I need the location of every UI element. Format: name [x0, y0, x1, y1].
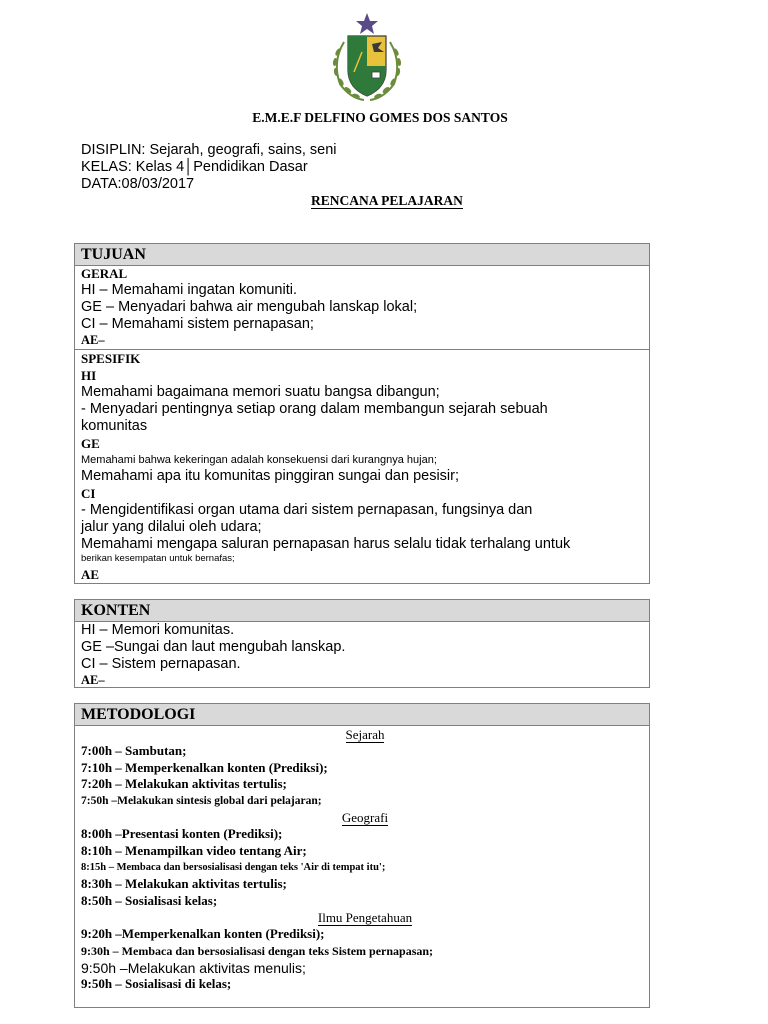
spesifik-section: [75, 349, 649, 585]
ci-item-small: berikan kesempatan untuk bernafas;: [81, 553, 235, 564]
ge-item: Memahami apa itu komunitas pinggiran sungai dan pesisir;: [81, 468, 460, 484]
konten-header: KONTEN: [75, 600, 649, 622]
metodologi-header: METODOLOGI: [75, 704, 649, 726]
konten-box: [74, 599, 650, 688]
hi-item: - Menyadari pentingnya setiap orang dalam membangun sejarah sebuah: [81, 401, 548, 417]
class-line: KELAS: Kelas 4│Pendidikan Dasar: [81, 159, 308, 175]
konten-section: [75, 622, 649, 688]
plan-title: RENCANA PELAJARAN: [311, 193, 463, 208]
tujuan-box: [74, 243, 650, 584]
hi-label: HI: [81, 368, 97, 383]
metodologi-section: [75, 726, 649, 993]
schedule-item: 7:10h – Memperkenalkan konten (Prediksi);: [81, 759, 328, 775]
schedule-item: 8:10h – Menampilkan video tentang Air;: [81, 842, 307, 858]
geral-item: HI – Memahami ingatan komuniti.: [81, 282, 297, 298]
ilmu-heading: Ilmu Pengetahuan: [317, 910, 413, 926]
schedule-item: 8:50h – Sosialisasi kelas;: [81, 892, 218, 908]
schedule-item: 9:20h –Memperkenalkan konten (Prediksi);: [81, 926, 325, 942]
ci-item: Memahami mengapa saluran pernapasan harus selalu tidak terhalang untuk: [81, 536, 571, 552]
ci-label: CI: [81, 486, 96, 501]
date-line: DATA:08/03/2017: [81, 176, 195, 192]
hi-item: Memahami bagaimana memori suatu bangsa dibangun;: [81, 384, 440, 400]
schedule-item: 9:50h –Melakukan aktivitas menulis;: [81, 959, 306, 976]
ge-label: GE: [81, 436, 100, 451]
schedule-item: 8:15h – Membaca dan bersosialisasi dengan teks 'Air di tempat itu';: [81, 861, 386, 873]
schedule-item: 8:00h –Presentasi konten (Prediksi);: [81, 826, 283, 842]
schedule-item: 7:00h – Sambutan;: [81, 743, 187, 758]
hi-item: komunitas: [81, 418, 148, 434]
ci-item: - Mengidentifikasi organ utama dari sistem pernapasan, fungsinya dan: [81, 502, 533, 518]
tujuan-ae: AE: [81, 567, 100, 582]
konten-ae: AE–: [81, 673, 105, 687]
schedule-item: 9:30h – Membaca dan bersosialisasi dengan teks Sistem pernapasan;: [81, 943, 434, 958]
spesifik-label: SPESIFIK: [81, 351, 141, 366]
geografi-heading: Geografi: [341, 810, 389, 826]
sejarah-heading: Sejarah: [345, 727, 385, 742]
geral-section: [75, 266, 649, 349]
geral-label: GERAL: [81, 266, 128, 281]
metodologi-box: [74, 703, 650, 1008]
schedule-item: 9:50h – Sosialisasi di kelas;: [81, 976, 232, 992]
schedule-item: 7:20h – Melakukan aktivitas tertulis;: [81, 776, 287, 792]
ge-item: Memahami bahwa kekeringan adalah konsekuensi dari kurangnya hujan;: [81, 454, 437, 466]
tujuan-header: TUJUAN: [75, 244, 649, 266]
konten-item: GE –Sungai dan laut mengubah lanskap.: [81, 639, 346, 655]
school-crest-logo: [326, 12, 408, 106]
discipline-line: DISIPLIN: Sejarah, geografi, sains, seni: [81, 142, 337, 158]
schedule-item: 7:50h –Melakukan sintesis global dari pelajaran;: [81, 794, 322, 807]
geral-item: GE – Menyadari bahwa air mengubah lanskap lokal;: [81, 299, 418, 315]
schedule-item: 8:30h – Melakukan aktivitas tertulis;: [81, 876, 287, 892]
konten-item: HI – Memori komunitas.: [81, 622, 235, 638]
geral-ae: AE–: [81, 333, 105, 347]
geral-item: CI – Memahami sistem pernapasan;: [81, 316, 314, 332]
school-name: E.M.E.F DELFINO GOMES DOS SANTOS: [252, 110, 508, 125]
konten-item: CI – Sistem pernapasan.: [81, 656, 241, 672]
ci-item: jalur yang dilalui oleh udara;: [81, 519, 262, 535]
